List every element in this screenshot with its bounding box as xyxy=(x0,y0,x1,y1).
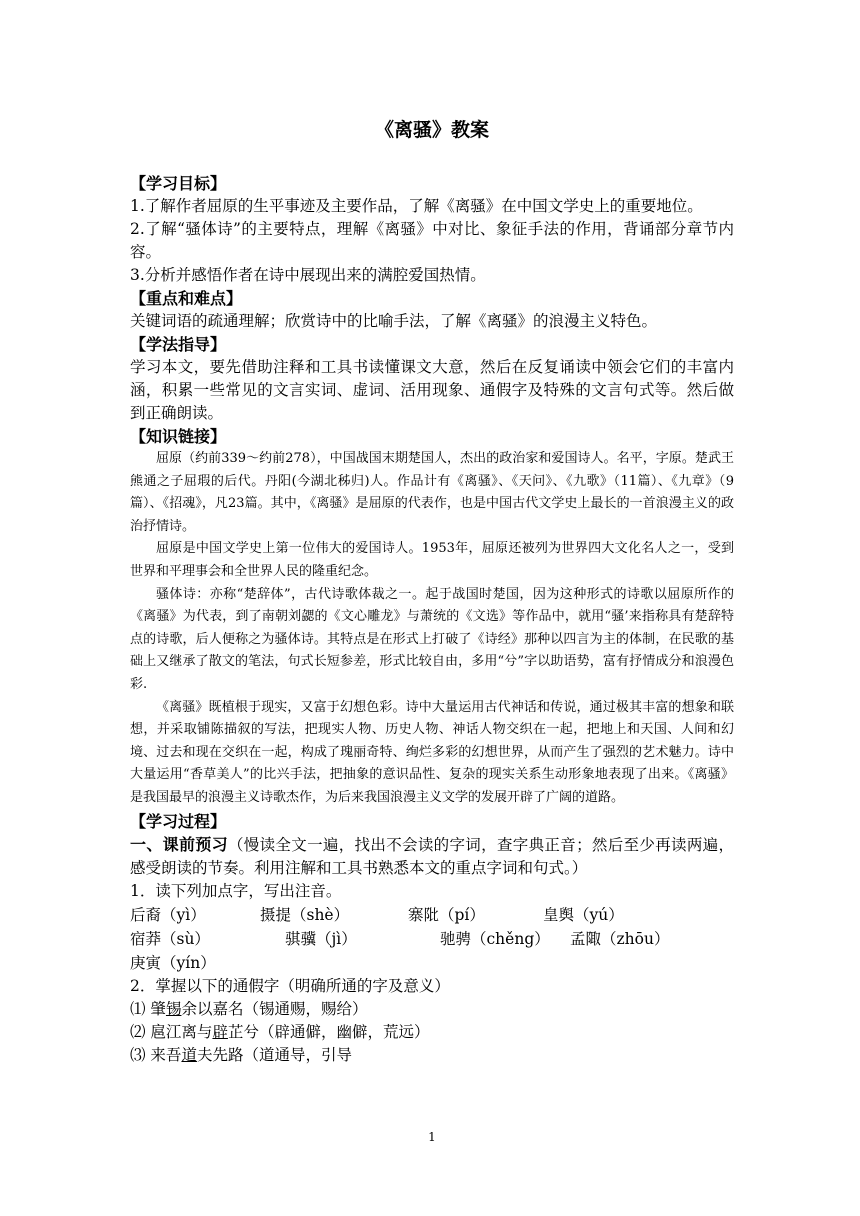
pinyin-item: 宿莽（sù） xyxy=(130,929,210,948)
knowledge-paragraph: 屈原（约前339～约前278），中国战国末期楚国人，杰出的政治家和爱国诗人。名平，字原。楚武王熊通之子屈瑕的后代。丹阳(今湖北秭归)人。作品计有《离骚》、《天问》、《九歌》（11篇）、《九章》（9篇）、《招魂》，凡23篇。其中，《离骚》是屈原的代表作，也是中国古代文学史上最长的一首浪漫主义的政治抒情诗。 xyxy=(130,451,734,534)
pinyin-item: 摄提（shè） xyxy=(260,905,350,924)
tongjia-item xyxy=(130,1044,734,1067)
pinyin-item: 寨阰（pí） xyxy=(408,905,485,924)
document-title: 《离骚》教案 xyxy=(374,119,489,141)
tongjia-pre: ⑵ 扈江离与 xyxy=(130,1022,213,1041)
tongjia-post: 夫先路（道通导，引导 xyxy=(196,1045,352,1064)
pinyin-item: 皇舆（yú） xyxy=(543,905,624,924)
pinyin-row xyxy=(130,951,734,975)
document-body xyxy=(130,172,734,1067)
tongjia-char: 辟 xyxy=(212,1022,228,1041)
method-heading: 【学法指导】 xyxy=(130,335,227,354)
tongjia-pre: ⑶ 来吾 xyxy=(130,1045,182,1064)
preview-text: （慢读全文一遍，找出不会读的字词，查字典正音；然后至少再读两遍，感受朗读的节奏。利用注解和工具书熟悉本文的重点字词和句式。） xyxy=(130,835,734,877)
tongjia-char: 道 xyxy=(181,1045,197,1064)
tongjia-char: 锡 xyxy=(165,999,182,1018)
task-1: 1．读下列加点字，写出注音。 xyxy=(130,881,342,900)
task-2: 2．掌握以下的通假字（明确所通的字及意义） xyxy=(130,976,450,995)
pinyin-item: 骐骥（jì） xyxy=(285,929,357,948)
knowledge-heading: 【知识链接】 xyxy=(130,427,227,446)
knowledge-paragraph: 骚体诗：亦称“楚辞体”，古代诗歌体裁之一。起于战国时楚国，因为这种形式的诗歌以屈原所作的《离骚》为代表，到了南朝刘勰的《文心雕龙》与萧统的《文选》等作品中，就用“骚’来指称具有楚辞特点的诗歌，后人便称之为骚体诗。其特点是在形式上打破了《诗经》那种以四言为主的体制，在民歌的基础上又继承了散文的笔法，句式长短参差，形式比较自由，多用“兮”字以助语势，富有抒情成分和浪漫色彩. xyxy=(130,586,734,692)
process-heading: 【学习过程】 xyxy=(130,811,227,831)
goals-heading: 【学习目标】 xyxy=(130,174,227,193)
method-text: 学习本文，要先借助注释和工具书读懂课文大意，然后在反复诵读中领会它们的丰富内涵，积累一些常见的文言实词、虚词、活用现象、通假字及特殊的文言句式等。然后做到正确朗读。 xyxy=(130,358,734,422)
tongjia-item xyxy=(130,998,734,1021)
pinyin-item: 孟陬（zhōu） xyxy=(570,929,670,948)
pinyin-item: 驰骋（chěng） xyxy=(440,929,550,948)
goal-item: 1.了解作者屈原的生平事迹及主要作品，了解《离骚》在中国文学史上的重要地位。 xyxy=(130,197,703,215)
pinyin-item: 庚寅（yín） xyxy=(130,953,216,972)
page-number: 1 xyxy=(428,1130,436,1144)
goal-item: 3.分析并感悟作者在诗中展现出来的满腔爱国热情。 xyxy=(130,266,486,284)
tongjia-post: 芷兮（辟通僻，幽僻，荒远） xyxy=(227,1022,430,1041)
tongjia-post: 余以嘉名（锡通赐，赐给） xyxy=(181,999,368,1018)
pinyin-row xyxy=(130,927,734,951)
preview-paragraph xyxy=(130,833,734,880)
pinyin-row xyxy=(130,903,734,927)
key-points-heading: 【重点和难点】 xyxy=(130,289,243,308)
document-page xyxy=(130,0,734,1216)
tongjia-pre: ⑴ 肇 xyxy=(130,999,166,1018)
knowledge-paragraph: 《离骚》既植根于现实，又富于幻想色彩。诗中大量运用古代神话和传说，通过极其丰富的想象和联想，并采取铺陈描叙的写法，把现实人物、历史人物、神话人物交织在一起，把地上和天国、人间和幻境、过去和现在交织在一起，构成了瑰丽奇特、绚烂多彩的幻想世界，从而产生了强烈的艺术魅力。诗中大量运用“香草美人”的比兴手法，把抽象的意识品性、复杂的现实关系生动形象地表现了出来。《离骚》是我国最早的浪漫主义诗歌杰作，为后来我国浪漫主义文学的发展开辟了广阔的道路。 xyxy=(130,699,734,805)
knowledge-paragraph: 屈原是中国文学史上第一位伟大的爱国诗人。1953年，屈原还被列为世界四大文化名人之一，受到世界和平理事会和全世界人民的隆重纪念。 xyxy=(130,541,734,579)
tongjia-item xyxy=(130,1021,734,1044)
pinyin-item: 后裔（yì） xyxy=(130,905,206,924)
preview-label: 一、课前预习 xyxy=(130,834,228,854)
goal-item: 2.了解“骚体诗”的主要特点，理解《离骚》中对比、象征手法的作用，背诵部分章节内容。 xyxy=(130,220,734,261)
key-points-text: 关键词语的疏通理解；欣赏诗中的比喻手法，了解《离骚》的浪漫主义特色。 xyxy=(130,312,658,330)
